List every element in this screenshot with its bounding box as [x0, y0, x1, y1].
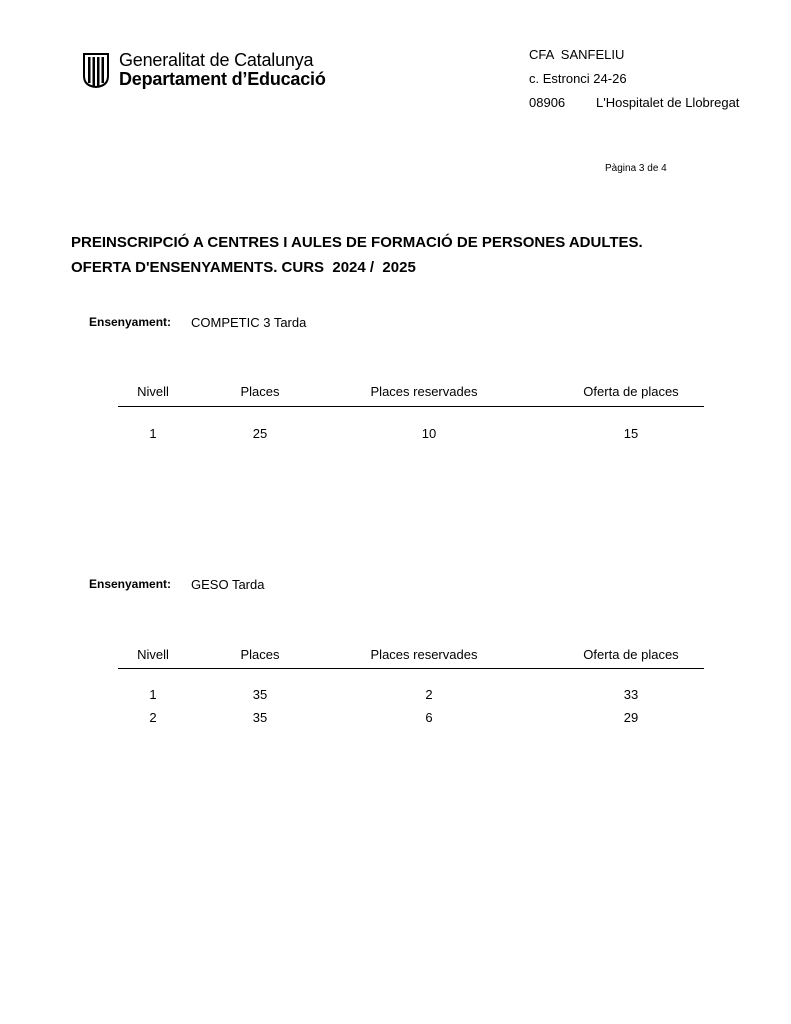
table-cell: 33 — [623, 687, 639, 702]
center-address: c. Estronci 24-26 — [529, 71, 627, 86]
column-header-nivell: Nivell — [137, 384, 169, 399]
column-header-places: Places — [240, 647, 280, 662]
document-title-line-1: PREINSCRIPCIÓ A CENTRES I AULES DE FORMACIÓ DE PERSONES ADULTES. — [71, 234, 643, 251]
table-cell: 2 — [425, 687, 433, 702]
center-name: CFA SANFELIU — [529, 47, 625, 62]
column-header-oferta: Oferta de places — [583, 384, 679, 399]
table-cell: 2 — [149, 710, 157, 725]
postal-code: 08906 — [529, 95, 566, 110]
column-header-places-reservades: Places reservades — [370, 384, 478, 399]
section-value: GESO Tarda — [191, 577, 265, 592]
table-header-rule — [118, 668, 704, 669]
table-cell: 25 — [252, 426, 268, 441]
section-label: Ensenyament: — [89, 315, 172, 329]
column-header-nivell: Nivell — [137, 647, 169, 662]
document-title-line-2: OFERTA D'ENSENYAMENTS. CURS 2024 / 2025 — [71, 259, 416, 276]
column-header-places-reservades: Places reservades — [370, 647, 478, 662]
table-cell: 35 — [252, 710, 268, 725]
column-header-places: Places — [240, 384, 280, 399]
table-cell: 29 — [623, 710, 639, 725]
city: L'Hospitalet de Llobregat — [596, 95, 740, 110]
table-cell: 1 — [149, 687, 157, 702]
table-cell: 10 — [421, 426, 437, 441]
generalitat-emblem-icon — [81, 52, 111, 88]
table-cell: 6 — [425, 710, 433, 725]
logo-line-1: Generalitat de Catalunya — [119, 50, 314, 70]
logo-line-2: Departament d’Educació — [119, 69, 326, 89]
section-value: COMPETIC 3 Tarda — [191, 315, 307, 330]
column-header-oferta: Oferta de places — [583, 647, 679, 662]
generalitat-logo — [81, 51, 326, 89]
table-cell: 1 — [149, 426, 157, 441]
page-number: Pàgina 3 de 4 — [605, 163, 667, 174]
section-label: Ensenyament: — [89, 577, 172, 591]
table-header-rule — [118, 406, 704, 407]
table-cell: 35 — [252, 687, 268, 702]
table-cell: 15 — [623, 426, 639, 441]
